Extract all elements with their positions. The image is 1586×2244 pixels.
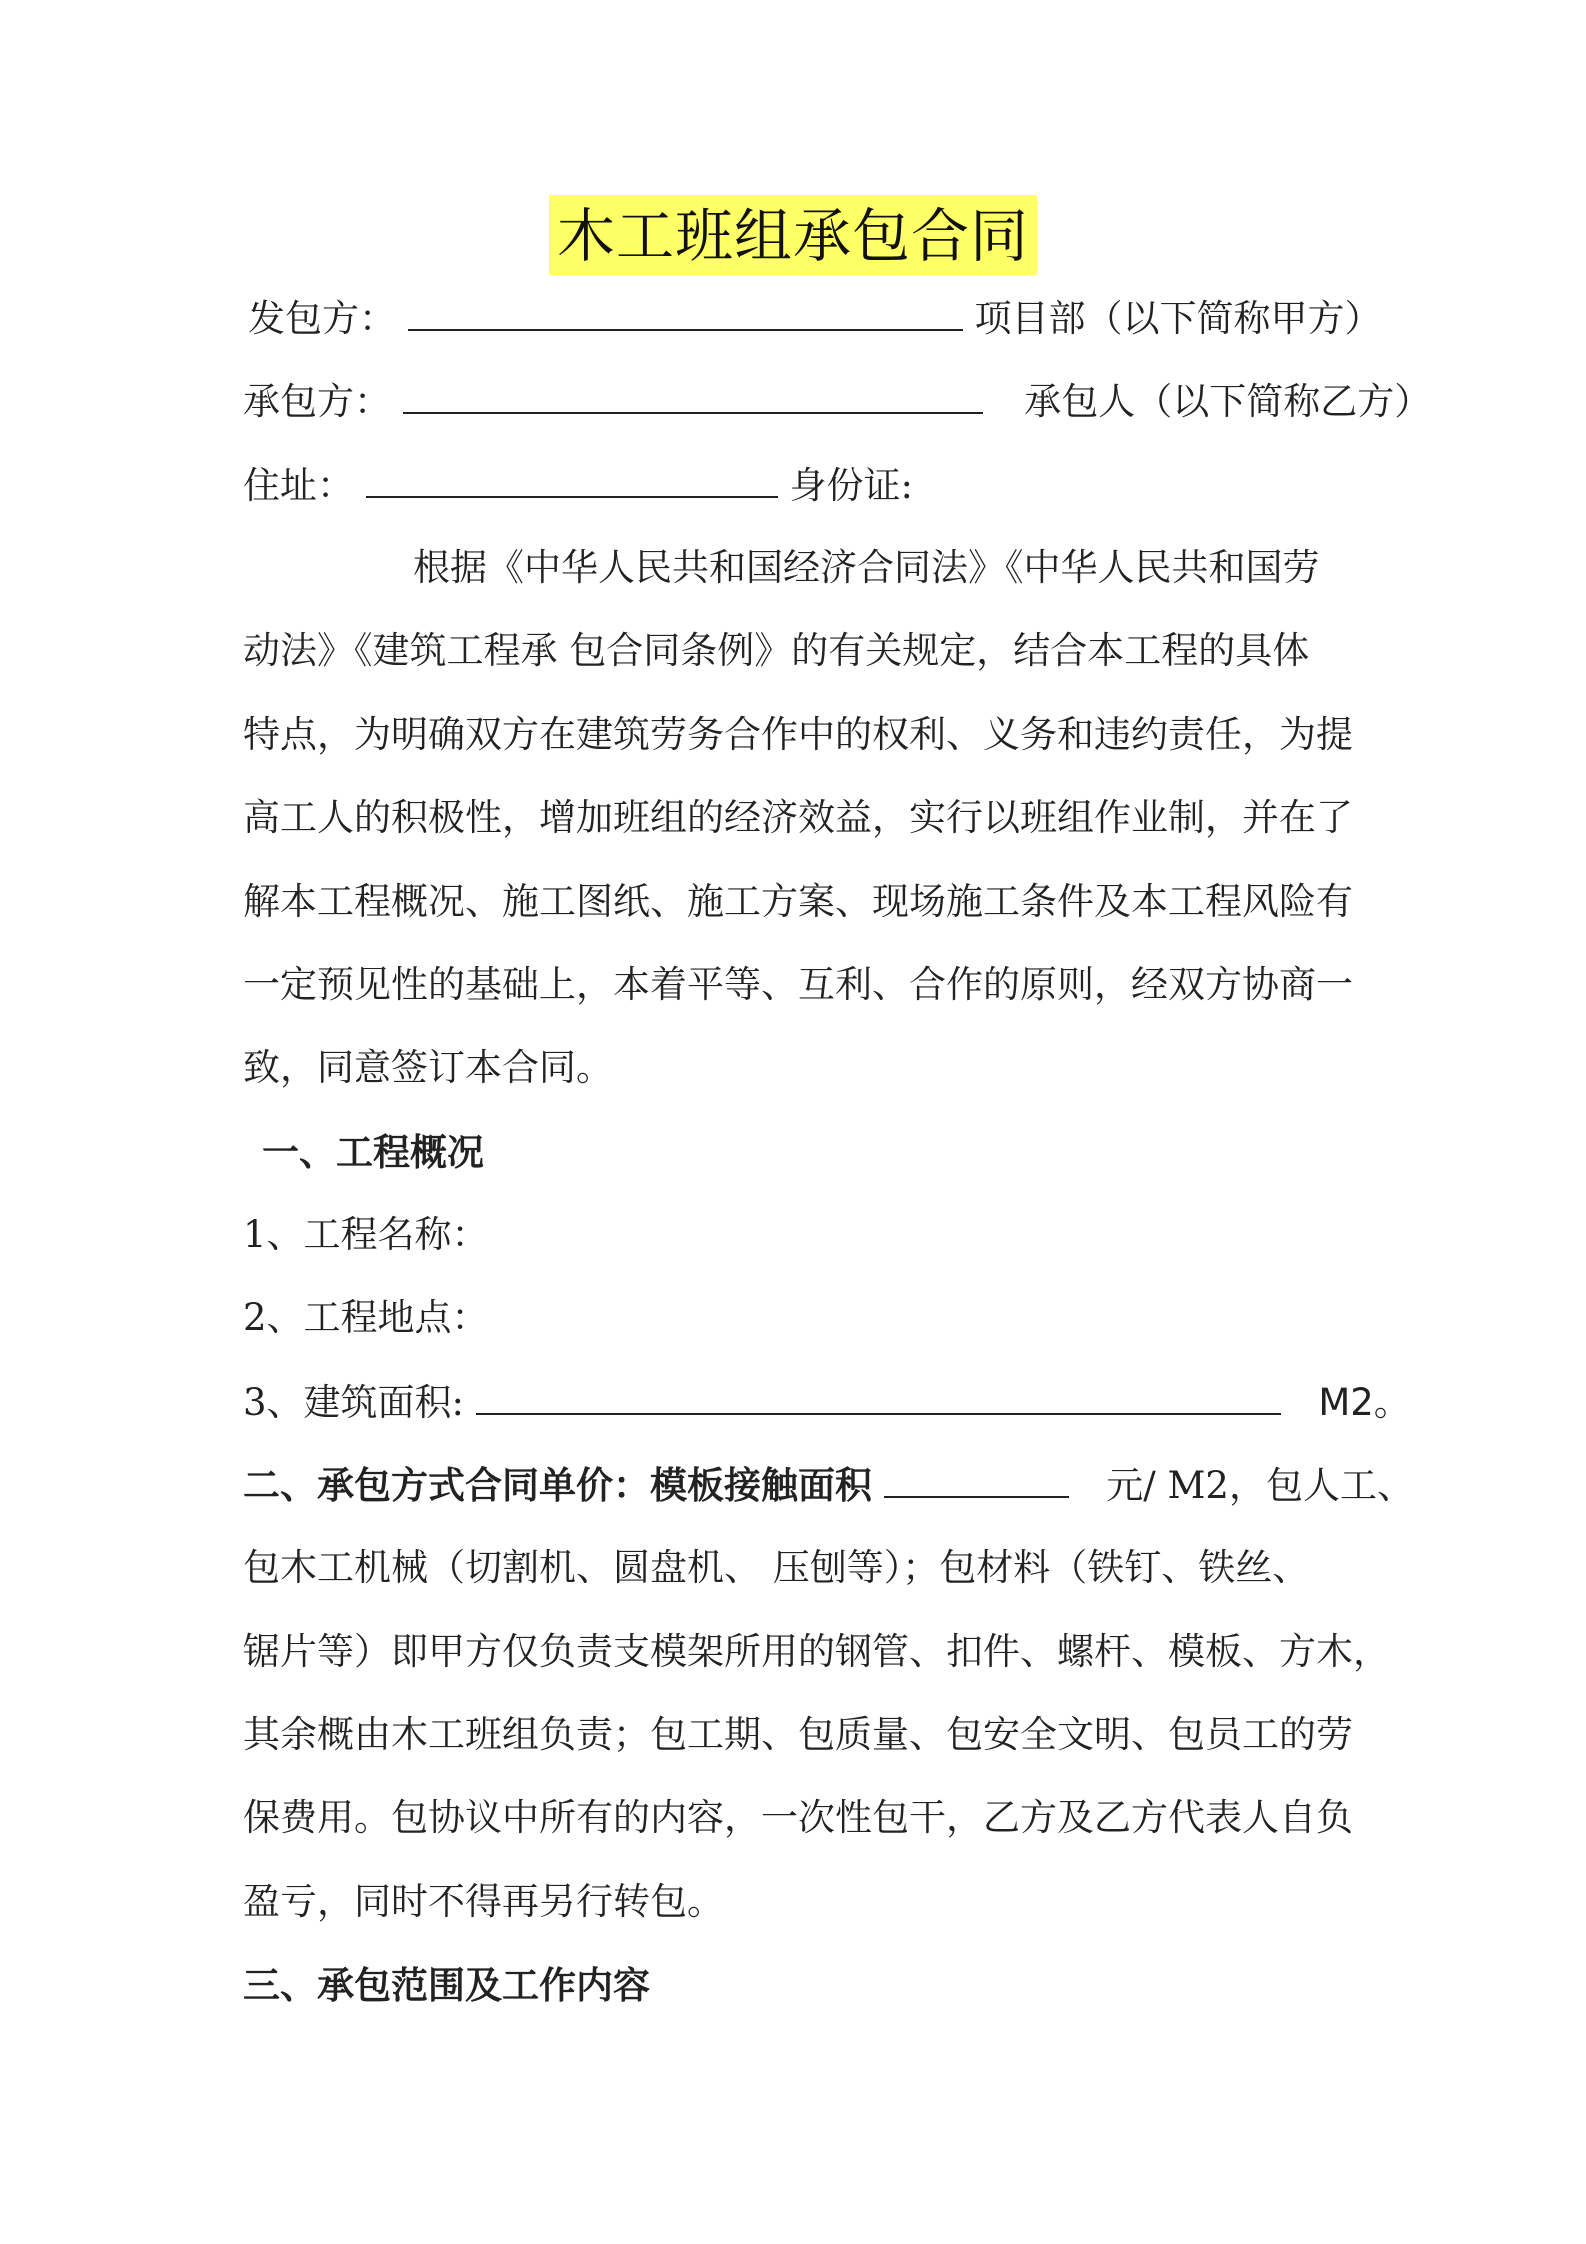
intro-line: 动法》《建筑工程承 包合同条例》的有关规定，结合本工程的具体 bbox=[243, 629, 1310, 672]
section-2-line: 其余概由木工班组负责；包工期、包质量、包安全文明、包员工的劳 bbox=[243, 1713, 1353, 1756]
contractor-blank[interactable] bbox=[408, 293, 963, 331]
building-area-line bbox=[243, 1377, 1411, 1428]
title-wrap bbox=[0, 195, 1586, 275]
subcontractor-suffix: 承包人（以下简称乙方） bbox=[1024, 380, 1432, 423]
building-area-unit: M2。 bbox=[1318, 1381, 1411, 1424]
contractor-line bbox=[248, 293, 1382, 344]
id-label: 身份证: bbox=[789, 464, 913, 507]
building-area-label: 3、建筑面积: bbox=[243, 1381, 465, 1424]
intro-line: 高工人的积极性，增加班组的经济效益，实行以班组作业制，并在了 bbox=[243, 796, 1353, 839]
building-area-blank[interactable] bbox=[476, 1377, 1281, 1415]
project-name-item: 1、工程名称： bbox=[243, 1213, 489, 1256]
address-label: 住址： bbox=[243, 464, 354, 507]
subcontractor-label: 承包方： bbox=[243, 380, 391, 423]
section-2-heading-line bbox=[243, 1460, 1414, 1511]
unit-price-blank[interactable] bbox=[884, 1460, 1069, 1498]
section-1-heading: 一、工程概况 bbox=[262, 1130, 484, 1174]
intro-line: 特点，为明确双方在建筑劳务合作中的权利、义务和违约责任，为提 bbox=[243, 713, 1353, 756]
project-location-item: 2、工程地点： bbox=[243, 1296, 489, 1339]
intro-line: 一定预见性的基础上，本着平等、互利、合作的原则，经双方协商一 bbox=[243, 963, 1353, 1006]
section-3-heading: 三、承包范围及工作内容 bbox=[243, 1963, 650, 2007]
section-2-line: 锯片等）即甲方仅负责支模架所用的钢管、扣件、螺杆、模板、方木， bbox=[243, 1630, 1390, 1673]
intro-line: 致，同意签订本合同。 bbox=[243, 1046, 613, 1089]
document-title: 木工班组承包合同 bbox=[549, 195, 1037, 275]
section-2-line: 保费用。包协议中所有的内容，一次性包干，乙方及乙方代表人自负 bbox=[243, 1796, 1353, 1839]
section-2-line: 包木工机械（切割机、圆盘机、 压刨等）；包材料（铁钉、铁丝、 bbox=[243, 1546, 1310, 1589]
section-2-heading: 二、承包方式合同单价：模板接触面积 bbox=[243, 1463, 872, 1507]
section-2-line: 盈亏，同时不得再另行转包。 bbox=[243, 1880, 724, 1923]
subcontractor-blank[interactable] bbox=[403, 376, 983, 414]
intro-line: 根据《中华人民共和国经济合同法》《中华人民共和国劳 bbox=[413, 546, 1320, 589]
contractor-suffix: 项目部（以下简称甲方） bbox=[974, 297, 1382, 340]
address-blank[interactable] bbox=[366, 460, 778, 498]
intro-line: 解本工程概况、施工图纸、施工方案、现场施工条件及本工程风险有 bbox=[243, 880, 1353, 923]
unit-price-suffix: 元/ M2，包人工、 bbox=[1106, 1464, 1414, 1507]
subcontractor-line bbox=[243, 376, 1432, 427]
address-line bbox=[243, 460, 1353, 511]
contractor-label: 发包方： bbox=[248, 297, 396, 340]
